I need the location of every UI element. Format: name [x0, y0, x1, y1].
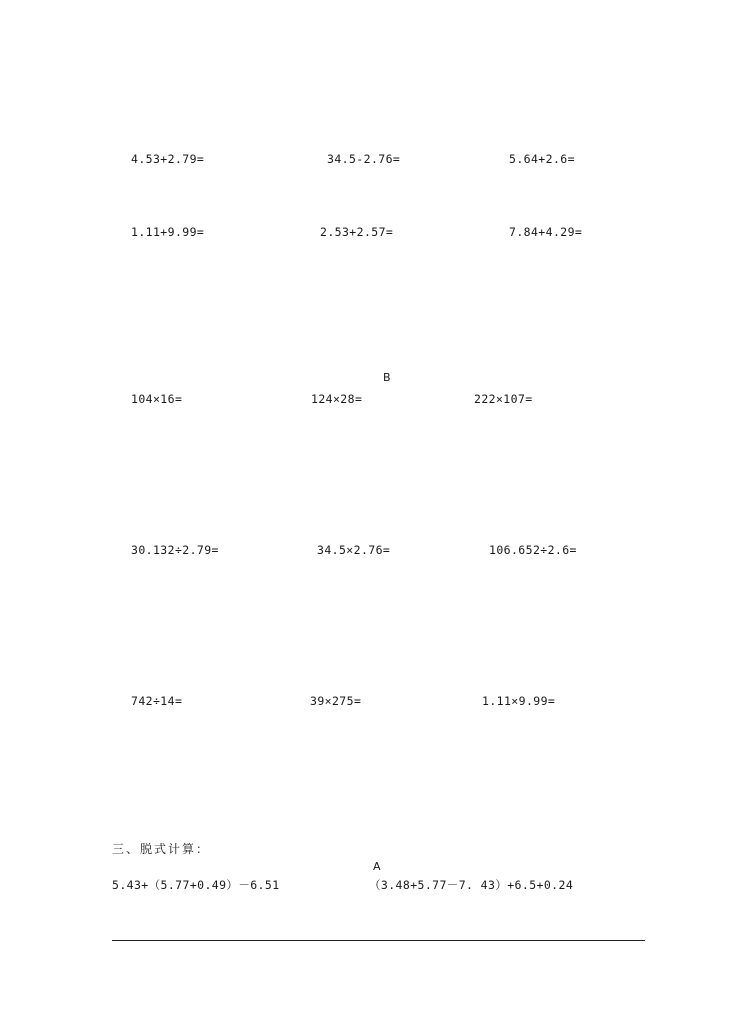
section-heading: 三、脱式计算： [112, 842, 211, 856]
problem-mul-2: 124×28= [311, 392, 363, 406]
problem-mul-3: 222×107= [474, 392, 533, 406]
problem-add-5: 7.84+4.29= [509, 225, 583, 239]
problem-div-2: 106.652÷2.6= [489, 543, 577, 557]
marker-b: B [383, 371, 391, 384]
problem-div-3: 742÷14= [131, 694, 183, 708]
problem-mul-6: 1.11×9.99= [482, 694, 556, 708]
problem-div-1: 30.132÷2.79= [131, 543, 219, 557]
expression-1: 5.43+（5.77+0.49）－6.51 [112, 878, 280, 892]
divider-line [112, 940, 645, 941]
problem-mul-4: 34.5×2.76= [317, 543, 391, 557]
problem-add-2: 5.64+2.6= [509, 152, 575, 166]
problem-add-4: 2.53+2.57= [320, 225, 394, 239]
problem-mul-5: 39×275= [310, 694, 362, 708]
problem-add-1: 4.53+2.79= [131, 152, 205, 166]
problem-mul-1: 104×16= [131, 392, 183, 406]
expression-2: （3.48+5.77－7. 43）+6.5+0.24 [369, 878, 574, 892]
problem-sub-1: 34.5-2.76= [327, 152, 401, 166]
problem-add-3: 1.11+9.99= [131, 225, 205, 239]
marker-a: A [373, 860, 381, 873]
